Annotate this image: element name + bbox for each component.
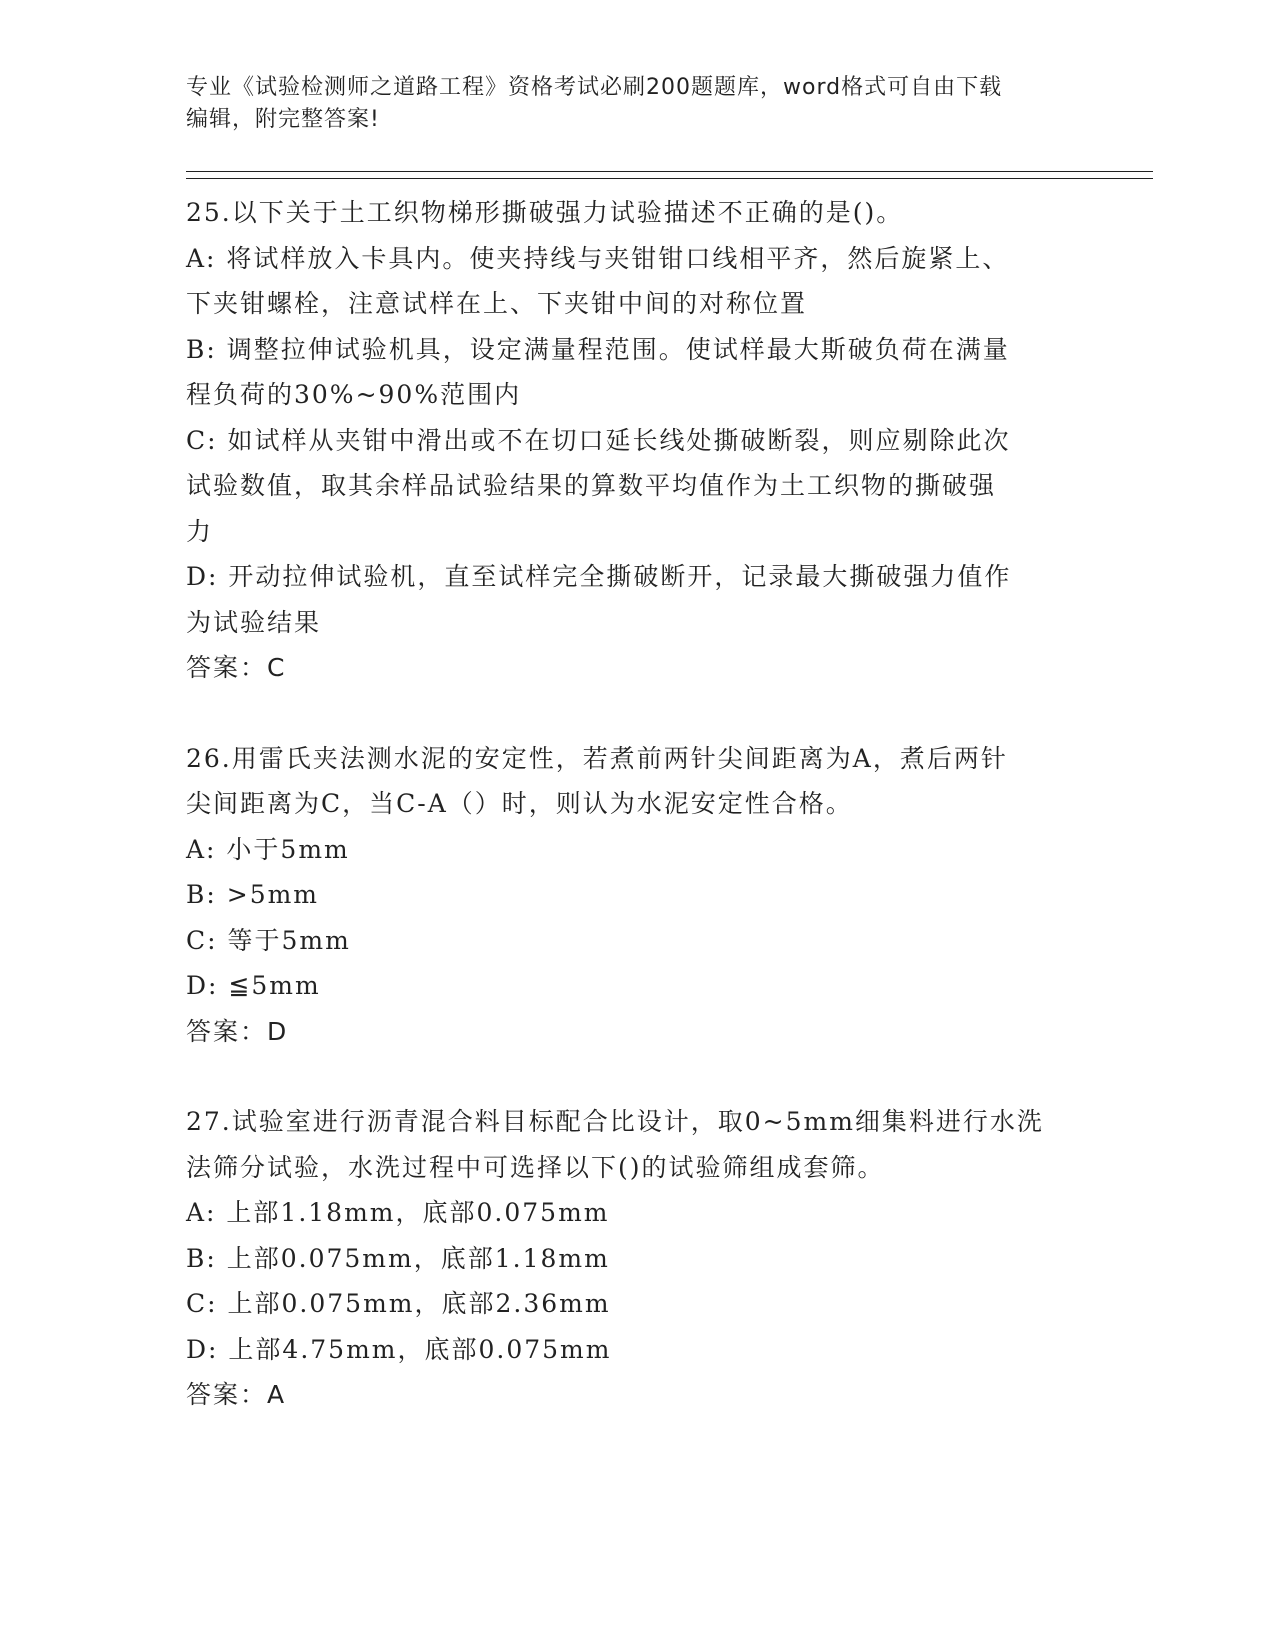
question-25-answer: 答案：C [186,653,287,682]
question-27-answer: 答案：A [186,1380,287,1409]
question-25-stem: 25.以下关于土工织物梯形撕破强力试验描述不正确的是()。 [186,198,904,227]
question-27-stem-line-2: 法筛分试验，水洗过程中可选择以下()的试验筛组成套筛。 [186,1152,885,1182]
header-line-1: 专业《试验检测师之道路工程》资格考试必刷200题题库，word格式可自由下载 [186,75,1003,100]
question-block-27 [186,1099,1086,1418]
question-25-option-a-line-2: 下夹钳螺栓，注意试样在上、下夹钳中间的对称位置 [186,289,808,318]
question-27-option-b: B: 上部0.075mm，底部1.18mm [186,1243,610,1273]
header-divider-top [186,171,1153,172]
question-27-option-a: A: 上部1.18mm，底部0.075mm [186,1198,610,1227]
question-spacer [186,1054,1086,1099]
question-26-stem-line-2: 尖间距离为C，当C-A（）时，则认为水泥安定性合格。 [186,789,853,818]
document-header [186,72,1086,136]
question-26-option-d: D: ≦5mm [186,971,321,1000]
question-27-option-d: D: 上部4.75mm，底部0.075mm [186,1334,612,1364]
header-line-2: 编辑，附完整答案! [186,107,380,132]
question-25-option-d-line-2: 为试验结果 [186,607,322,637]
question-26-answer: 答案：D [186,1016,289,1046]
question-26-option-c: C: 等于5mm [186,925,351,955]
question-block-26 [186,736,1086,1055]
question-27-option-c: C: 上部0.075mm，底部2.36mm [186,1289,611,1318]
question-25-option-c-line-1: C: 如试样从夹钳中滑出或不在切口延长线处撕破断裂，则应剔除此次 [186,425,1011,455]
question-25-option-c-line-3: 力 [186,516,214,546]
question-25-option-d-line-1: D: 开动拉伸试验机，直至试样完全撕破断开，记录最大撕破强力值作 [186,562,1012,591]
question-26-option-b: B: >5mm [186,880,320,909]
question-26-stem-line-1: 26.用雷氏夹法测水泥的安定性，若煮前两针尖间距离为A，煮后两针 [186,743,1008,773]
question-26-option-a: A: 小于5mm [186,834,350,864]
question-25-option-b-line-1: B: 调整拉伸试验机具，设定满量程范围。使试样最大斯破负荷在满量 [186,334,1010,364]
question-27-stem-line-1: 27.试验室进行沥青混合料目标配合比设计，取0~5mm细集料进行水洗 [186,1107,1044,1136]
question-spacer [186,691,1086,736]
question-list [186,190,1086,1418]
question-25-option-a-line-1: A: 将试样放入卡具内。使夹持线与夹钳钳口线相平齐，然后旋紧上、 [186,243,1010,273]
header-divider-bottom [186,178,1153,179]
question-block-25 [186,190,1086,691]
question-25-option-c-line-2: 试验数值，取其余样品试验结果的算数平均值作为土工织物的撕破强 [186,471,997,500]
question-25-option-b-line-2: 程负荷的30%~90%范围内 [186,380,522,409]
